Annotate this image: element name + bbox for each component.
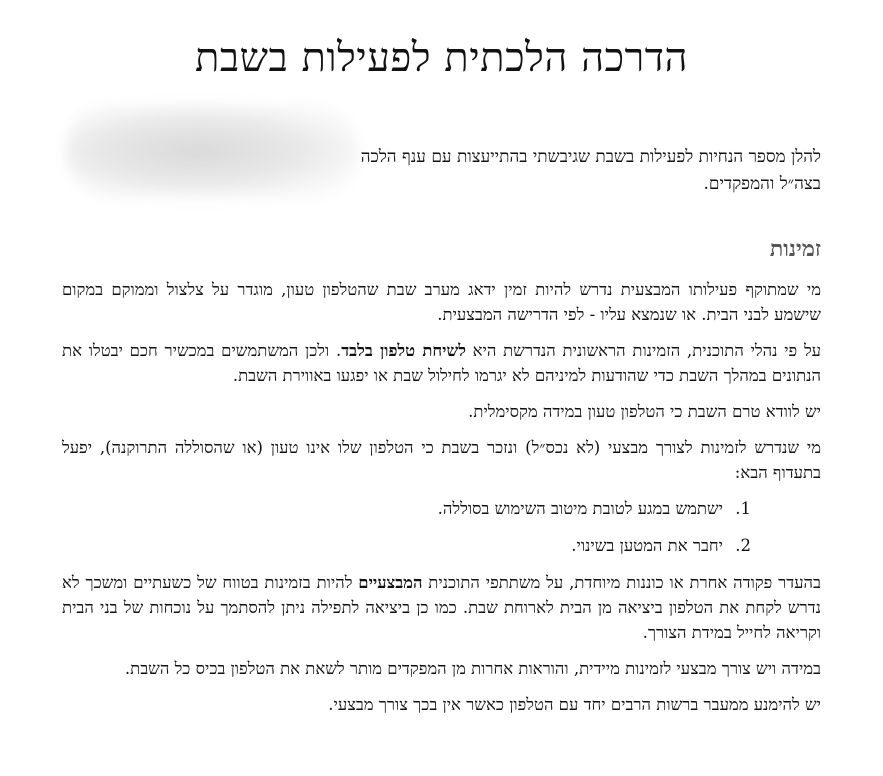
paragraph: [62, 656, 821, 681]
paragraph: [62, 435, 821, 485]
paragraph: [62, 338, 821, 388]
paragraph-text: מי שנדרש לזמינות לצורך מבצעי (לא נכס״ל) ונזכר בשבת כי הטלפון שלו אינו טעון (או שהסוללה התרוקנה), יפעל בתעדוף הבא:: [62, 438, 821, 482]
list-item-text: יחבר את המטען בשינוי.: [571, 536, 723, 555]
list-number: 1.: [735, 499, 751, 518]
section-body: [62, 277, 821, 728]
priority-list: [62, 496, 821, 558]
paragraph-text: . ולכן המשתמשים במכשיר חכם יבטלו את הנתונים במהלך השבת כדי שהודעות למיניהם לא יגרמו לחילול שבת או יפגעו באווירת השבת.: [62, 341, 821, 385]
list-item-text: ישתמש במגע לטובת מיטוב השימוש בסוללה.: [437, 499, 723, 518]
paragraph-text: להיות בזמינות בטווח של כשעתיים ומשכך לא נדרש לקחת את הטלפון ביציאה מן הבית לארוחת שבת. כמו כן ביציאה לתפילה ניתן להסתמך על נוכחות של בני הבית וקריאה לחייל במידת הצורך.: [62, 573, 821, 642]
paragraph-emphasis: המבצעיים: [358, 573, 423, 592]
paragraph-emphasis: לשיחת טלפון בלבד: [341, 341, 466, 360]
paragraph: [62, 570, 821, 645]
paragraph: [62, 399, 821, 424]
paragraph-text: על פי נהלי התוכנית, הזמינות הראשונית הנדרשת היא: [465, 341, 821, 360]
intro-paragraph: להלן מספר הנחיות לפעילות בשבת שגיבשתי בהתייעצות עם ענף הלכה בצה״ל והמפקדים.: [360, 147, 821, 194]
list-item: [62, 533, 821, 558]
paragraph: [62, 277, 821, 327]
paragraph-text: בהעדר פקודה אחרת או כוננות מיוחדת, על משתתפי התוכנית: [422, 573, 821, 592]
paragraph-text: במידה ויש צורך מבצעי לזמינות מיידית, והוראות אחרות מן המפקדים מותר לשאת את הטלפון בכיס כל השבת.: [124, 659, 821, 678]
list-number: 2.: [735, 536, 751, 555]
paragraph-text: יש להימנע ממעבר ברשות הרבים יחד עם הטלפון כאשר אין בכך צורך מבצעי.: [328, 695, 821, 714]
blurred-signature: [66, 104, 358, 198]
list-item: [62, 496, 821, 521]
section-heading: זמינות: [769, 236, 821, 262]
page-title: הדרכה הלכתית לפעילות בשבת: [194, 35, 689, 81]
paragraph-text: יש לוודא טרם השבת כי הטלפון טעון במידה מקסימלית.: [468, 402, 821, 421]
paragraph-text: מי שמתוקף פעילותו המבצעית נדרש להיות זמין ידאג מערב שבת שהטלפון טעון, מוגדר על צלצול וממוקם במקום שישמע לבני הבית. או שנמצא עליו - לפי הדרישה המבצעית.: [62, 280, 821, 324]
paragraph: [62, 692, 821, 717]
